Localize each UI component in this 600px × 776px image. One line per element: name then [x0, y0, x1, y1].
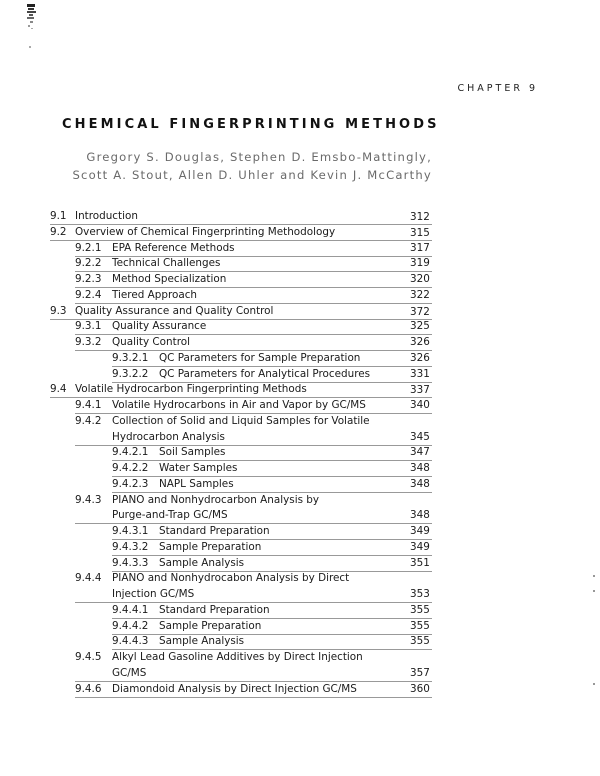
toc-section-title: Quality Assurance and Quality Control	[75, 304, 274, 317]
toc-entry[interactable]	[0, 242, 600, 258]
toc-section-number: 9.4.4.3	[112, 635, 149, 648]
toc-section-number: 9.2.3	[75, 273, 102, 285]
author-line: Gregory S. Douglas, Stephen D. Emsbo-Mattingly,	[86, 150, 432, 164]
toc-leader-rule	[112, 539, 432, 540]
toc-section-title: Introduction	[75, 210, 138, 222]
toc-entry[interactable]	[0, 557, 600, 573]
toc-section-number: 9.4.3	[75, 493, 102, 506]
toc-page-number: 360	[410, 682, 430, 695]
toc-section-title: Technical Challenges	[112, 257, 221, 270]
toc-leader-rule	[112, 634, 432, 635]
toc-section-title: Purge-and-Trap GC/MS	[112, 509, 228, 522]
toc-section-number: 9.3	[50, 304, 67, 317]
toc-section-number: 9.4.2.2	[112, 462, 149, 474]
toc-leader-rule	[112, 649, 432, 650]
chapter-label: CHAPTER 9	[457, 83, 538, 94]
toc-page-number: 331	[410, 367, 430, 380]
toc-section-number: 9.4.3.3	[112, 556, 149, 569]
toc-section-number: 9.2	[50, 225, 67, 238]
toc-leader-rule	[75, 256, 432, 257]
toc-leader-rule	[112, 366, 432, 367]
toc-page-number: 312	[410, 211, 430, 223]
toc-section-title: Quality Control	[112, 336, 190, 348]
toc-page-number: 348	[410, 462, 430, 474]
toc-leader-rule	[75, 287, 432, 288]
author-line: Scott A. Stout, Allen D. Uhler and Kevin J. McCarthy	[72, 168, 432, 182]
toc-page-number: 351	[410, 556, 430, 569]
toc-section-number: 9.4.3.1	[112, 525, 149, 537]
toc-leader-rule	[75, 271, 432, 272]
toc-leader-rule	[112, 460, 432, 461]
toc-page-number: 349	[410, 540, 430, 553]
toc-section-number: 9.3.2	[75, 336, 102, 348]
toc-page-number: 348	[410, 477, 430, 490]
author-list	[12, 148, 432, 184]
toc-leader-rule	[75, 334, 432, 335]
toc-section-title: Volatile Hydrocarbon Fingerprinting Methods	[75, 383, 307, 396]
toc-leader-rule	[75, 350, 432, 351]
toc-page-number: 337	[410, 384, 430, 397]
toc-page-number: 372	[410, 305, 430, 318]
toc-section-title: PIANO and Nonhydrocarbon Analysis by	[112, 493, 320, 506]
toc-section-number: 9.4.2.1	[112, 446, 149, 459]
toc-page-number: 317	[410, 241, 430, 254]
toc-page-number: 325	[410, 320, 430, 333]
toc-section-title: Tiered Approach	[112, 288, 198, 301]
toc-page-number: 320	[410, 273, 430, 285]
toc-page-number: 315	[410, 226, 430, 239]
toc-section-number: 9.3.2.2	[112, 367, 149, 380]
toc-section-number: 9.4.3.2	[112, 540, 149, 553]
toc-section-title: Injection GC/MS	[112, 588, 195, 600]
toc-entry[interactable]	[0, 431, 600, 447]
toc-leader-rule	[112, 618, 432, 619]
toc-section-title: Alkyl Lead Gasoline Additives by Direct Injection	[112, 651, 363, 663]
toc-section-number: 9.4.6	[75, 682, 102, 695]
chapter-title: CHEMICAL FINGERPRINTING METHODS	[62, 117, 440, 132]
toc-entry[interactable]	[0, 494, 600, 510]
toc-section-title: EPA Reference Methods	[112, 241, 235, 254]
toc-section-number: 9.3.1	[75, 320, 102, 333]
toc-section-title: Sample Analysis	[159, 635, 245, 648]
toc-section-title: Sample Analysis	[159, 556, 245, 569]
toc-page-number: 357	[410, 666, 430, 679]
toc-section-title: Diamondoid Analysis by Direct Injection GC/MS	[112, 682, 357, 695]
toc-leader-rule	[50, 240, 432, 241]
toc-leader-rule	[112, 382, 432, 383]
toc-section-number: 9.3.2.1	[112, 351, 149, 364]
toc-leader-rule	[50, 319, 432, 320]
toc-section-number: 9.4.1	[75, 399, 102, 411]
toc-leader-rule	[50, 397, 432, 398]
toc-section-title: QC Parameters for Analytical Procedures	[159, 367, 371, 380]
toc-leader-rule	[75, 445, 432, 446]
toc-page-number: 348	[410, 509, 430, 522]
toc-section-title: PIANO and Nonhydrocabon Analysis by Direct	[112, 572, 350, 585]
toc-section-title: Sample Preparation	[159, 619, 262, 632]
toc-section-number: 9.2.4	[75, 288, 102, 301]
toc-section-number: 9.4.4	[75, 572, 102, 585]
toc-entry[interactable]	[0, 415, 600, 431]
toc-entry[interactable]	[0, 572, 600, 588]
scan-artifact-icon	[27, 4, 55, 52]
toc-entry[interactable]	[0, 368, 600, 384]
toc-leader-rule	[75, 602, 432, 603]
toc-leader-rule	[75, 697, 432, 698]
toc-page-number: 355	[410, 603, 430, 616]
toc-section-number: 9.4.2	[75, 414, 102, 427]
toc-section-number: 9.1	[50, 210, 67, 222]
toc-page-number: 322	[410, 288, 430, 301]
toc-entry[interactable]	[0, 305, 600, 321]
toc-leader-rule	[112, 571, 432, 572]
toc-page-number: 319	[410, 257, 430, 270]
toc-leader-rule	[75, 303, 432, 304]
toc-leader-rule	[112, 492, 432, 493]
toc-page-number: 355	[410, 635, 430, 648]
toc-leader-rule	[75, 681, 432, 682]
toc-entry[interactable]	[0, 620, 600, 636]
toc-leader-rule	[112, 555, 432, 556]
toc-page-number: 349	[410, 525, 430, 537]
toc-section-title: NAPL Samples	[159, 477, 234, 490]
toc-section-title: Standard Preparation	[159, 525, 270, 537]
toc-section-title: Method Specialization	[112, 273, 227, 285]
toc-page-number: 340	[410, 399, 430, 411]
toc-section-title: Overview of Chemical Fingerprinting Methodology	[75, 225, 336, 238]
toc-leader-rule	[112, 476, 432, 477]
toc-section-number: 9.4	[50, 383, 67, 396]
toc-page-number: 355	[410, 619, 430, 632]
toc-entry[interactable]	[0, 683, 600, 699]
toc-entry[interactable]	[0, 651, 600, 667]
toc-section-title: Quality Assurance	[112, 320, 207, 333]
toc-section-title: Volatile Hydrocarbons in Air and Vapor by GC/MS	[112, 399, 366, 411]
toc-section-number: 9.4.4.1	[112, 603, 149, 616]
toc-section-title: Sample Preparation	[159, 540, 262, 553]
toc-section-number: 9.4.2.3	[112, 477, 149, 490]
toc-leader-rule	[50, 224, 432, 225]
toc-section-title: GC/MS	[112, 666, 147, 679]
toc-section-number: 9.2.1	[75, 241, 102, 254]
toc-page-number: 345	[410, 430, 430, 443]
toc-section-title: Collection of Solid and Liquid Samples for Volatile	[112, 414, 370, 427]
toc-leader-rule	[75, 413, 432, 414]
toc-page-number: 347	[410, 446, 430, 459]
table-of-contents	[0, 210, 600, 698]
toc-leader-rule	[75, 523, 432, 524]
toc-page-number: 353	[410, 588, 430, 600]
toc-section-title: Hydrocarbon Analysis	[112, 430, 225, 443]
toc-section-number: 9.4.4.2	[112, 619, 149, 632]
toc-page-number: 326	[410, 336, 430, 348]
toc-section-number: 9.2.2	[75, 257, 102, 270]
toc-section-title: Standard Preparation	[159, 603, 270, 616]
toc-section-number: 9.4.5	[75, 651, 102, 663]
toc-section-title: Soil Samples	[159, 446, 226, 459]
toc-section-title: Water Samples	[159, 462, 238, 474]
toc-page-number: 326	[410, 351, 430, 364]
toc-section-title: QC Parameters for Sample Preparation	[159, 351, 361, 364]
